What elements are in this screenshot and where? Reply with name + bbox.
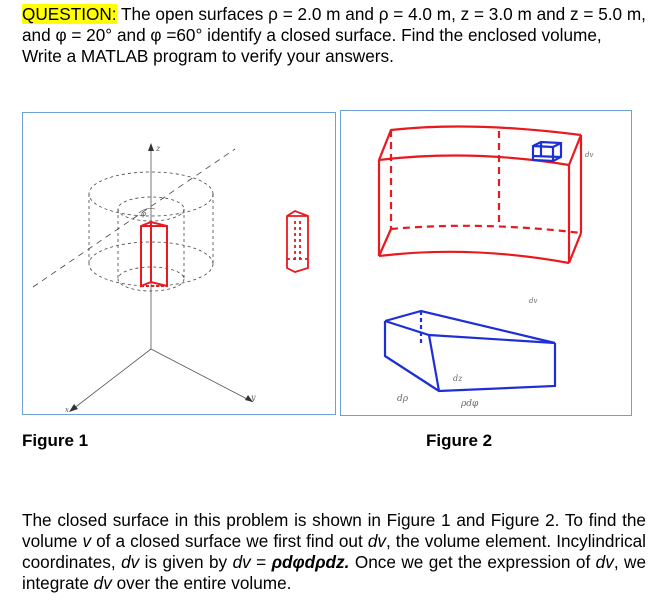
blue-dv-cube-top bbox=[533, 142, 561, 161]
figure-2-caption: Figure 2 bbox=[426, 431, 493, 450]
answer-text-1: The closed surface in this problem is shown in Figure 1 and Figure 2. To find the volume bbox=[22, 510, 646, 551]
answer-var-dv-3: dv bbox=[232, 552, 251, 572]
x-axis-arrow bbox=[69, 404, 78, 412]
answer-text-8: over the entire volume. bbox=[111, 573, 292, 593]
dz-label: dz bbox=[453, 374, 463, 383]
answer-paragraph bbox=[22, 510, 646, 594]
answer-var-dv-1: dv bbox=[367, 531, 386, 551]
answer-text-4: is given by bbox=[139, 552, 233, 572]
phi-angle-symbol: φ bbox=[141, 210, 146, 218]
answer-text-5: = bbox=[250, 552, 272, 572]
blue-dv-box bbox=[385, 311, 555, 391]
x-axis-label: x bbox=[65, 406, 69, 414]
answer-text-6: Once we get the expression of bbox=[349, 552, 596, 572]
figure-1 bbox=[22, 112, 336, 415]
y-axis bbox=[151, 349, 249, 400]
answer-var-dv-5: dv bbox=[93, 573, 112, 593]
drho-label: dρ bbox=[397, 394, 409, 404]
z-axis-label: z bbox=[156, 144, 161, 153]
question-text bbox=[22, 4, 646, 67]
red-wedge-detached bbox=[287, 211, 308, 272]
z-axis-arrow bbox=[148, 143, 154, 151]
answer-text-3: , the volume element. Incylindrical coordinates, bbox=[22, 531, 646, 572]
x-axis bbox=[73, 349, 151, 409]
answer-text-7: , we integrate bbox=[22, 552, 646, 593]
y-axis-label: y bbox=[251, 393, 256, 402]
figure-1-caption: Figure 1 bbox=[22, 431, 89, 450]
answer-var-v: v bbox=[82, 531, 92, 551]
figure-1-drawing bbox=[23, 113, 335, 414]
answer-var-dv-2: dv bbox=[121, 552, 140, 572]
figure-2-drawing bbox=[341, 111, 631, 415]
phi-reference-line bbox=[33, 149, 235, 287]
answer-text-2: of a closed surface we first find out bbox=[91, 531, 368, 551]
rhodphi-label: ρdφ bbox=[461, 399, 479, 409]
red-wedge bbox=[141, 222, 167, 286]
answer-var-dv-4: dv bbox=[595, 552, 614, 572]
dv-label-top: dv bbox=[585, 151, 594, 159]
question-label: QUESTION: bbox=[22, 4, 117, 24]
question-body: The open surfaces ρ = 2.0 m and ρ = 4.0 m, z = 3.0 m and z = 5.0 m, and φ = 20° and φ =60° identify a closed surface. Find the enclosed volume, Write a MATLAB program to verify your answers. bbox=[22, 4, 646, 66]
dv-label-bottom: dv bbox=[529, 297, 538, 305]
figure-2 bbox=[340, 110, 632, 416]
answer-formula: ρdφdρdz. bbox=[271, 552, 350, 572]
